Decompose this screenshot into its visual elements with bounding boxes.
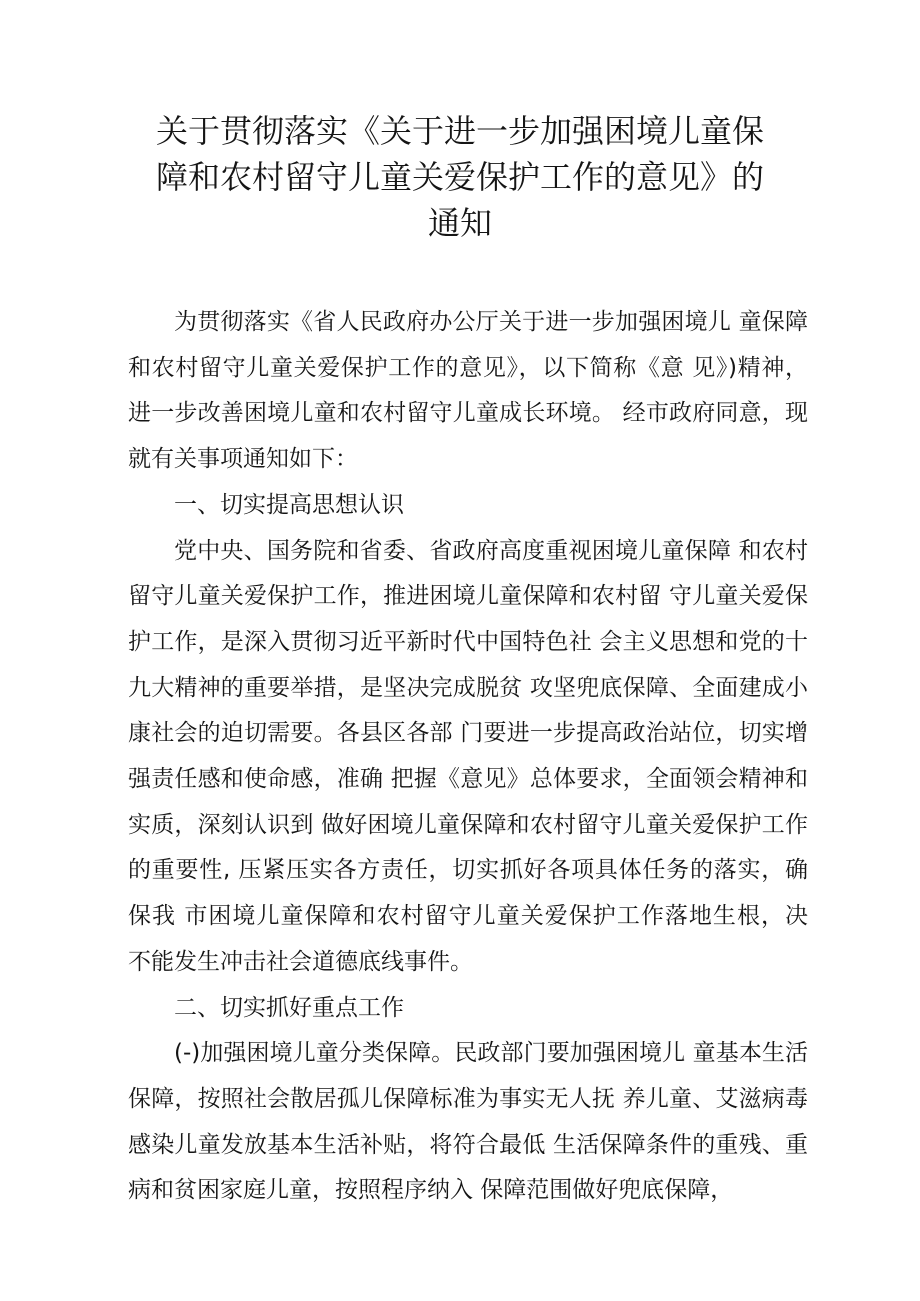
section-2-paragraph: (-)加强困境儿童分类保障。民政部门要加强困境儿 童基本生活保障，按照社会散居孤儿保障标准为事实无人抚 养儿童、艾滋病毒感染儿童发放基本生活补贴，将符合最低 生活保障条件的重残、重病和贫困家庭儿童，按照程序纳入 保障范围做好兜底保障，: [128, 1040, 808, 1204]
intro-paragraph: 为贯彻落实《省人民政府办公厅关于进一步加强困境儿 童保障和农村留守儿童关爱保护工作的意见》，以下简称《意 见》)精神，进一步改善困境儿童和农村留守儿童成长环境。 经市政府同意，现就有关事项通知如下：: [128, 309, 808, 473]
title-line-2: 障和农村留守儿童关爱保护工作的意见》的: [155, 158, 764, 196]
title-line-3: 通知: [427, 204, 492, 242]
section-1-paragraph: 党中央、国务院和省委、省政府高度重视困境儿童保障 和农村留守儿童关爱保护工作，推进困境儿童保障和农村留 守儿童关爱保护工作，是深入贯彻习近平新时代中国特色社 会主义思想和党的十九大精神的重要举措，是坚决完成脱贫 攻坚兜底保障、全面建成小康社会的迫切需要。各县区各部 门要进一步提高政治站位，切实增强责任感和使命感，准确 把握《意见》总体要求，全面领会精神和实质，深刻认识到 做好困境儿童保障和农村留守儿童关爱保护工作的重要性, 压紧压实各方责任，切实抓好各项具体任务的落实，确保我 市困境儿童保障和农村留守儿童关爱保护工作落地生根，决 不能发生冲击社会道德底线事件。: [128, 537, 808, 975]
section-1-heading: 一、切实提高思想认识: [174, 491, 404, 518]
title-line-1: 关于贯彻落实《关于进一步加强困境儿童保: [155, 112, 764, 150]
section-2-heading: 二、切实抓好重点工作: [174, 994, 404, 1021]
document-body: [128, 300, 808, 1214]
document-title: [150, 108, 770, 246]
